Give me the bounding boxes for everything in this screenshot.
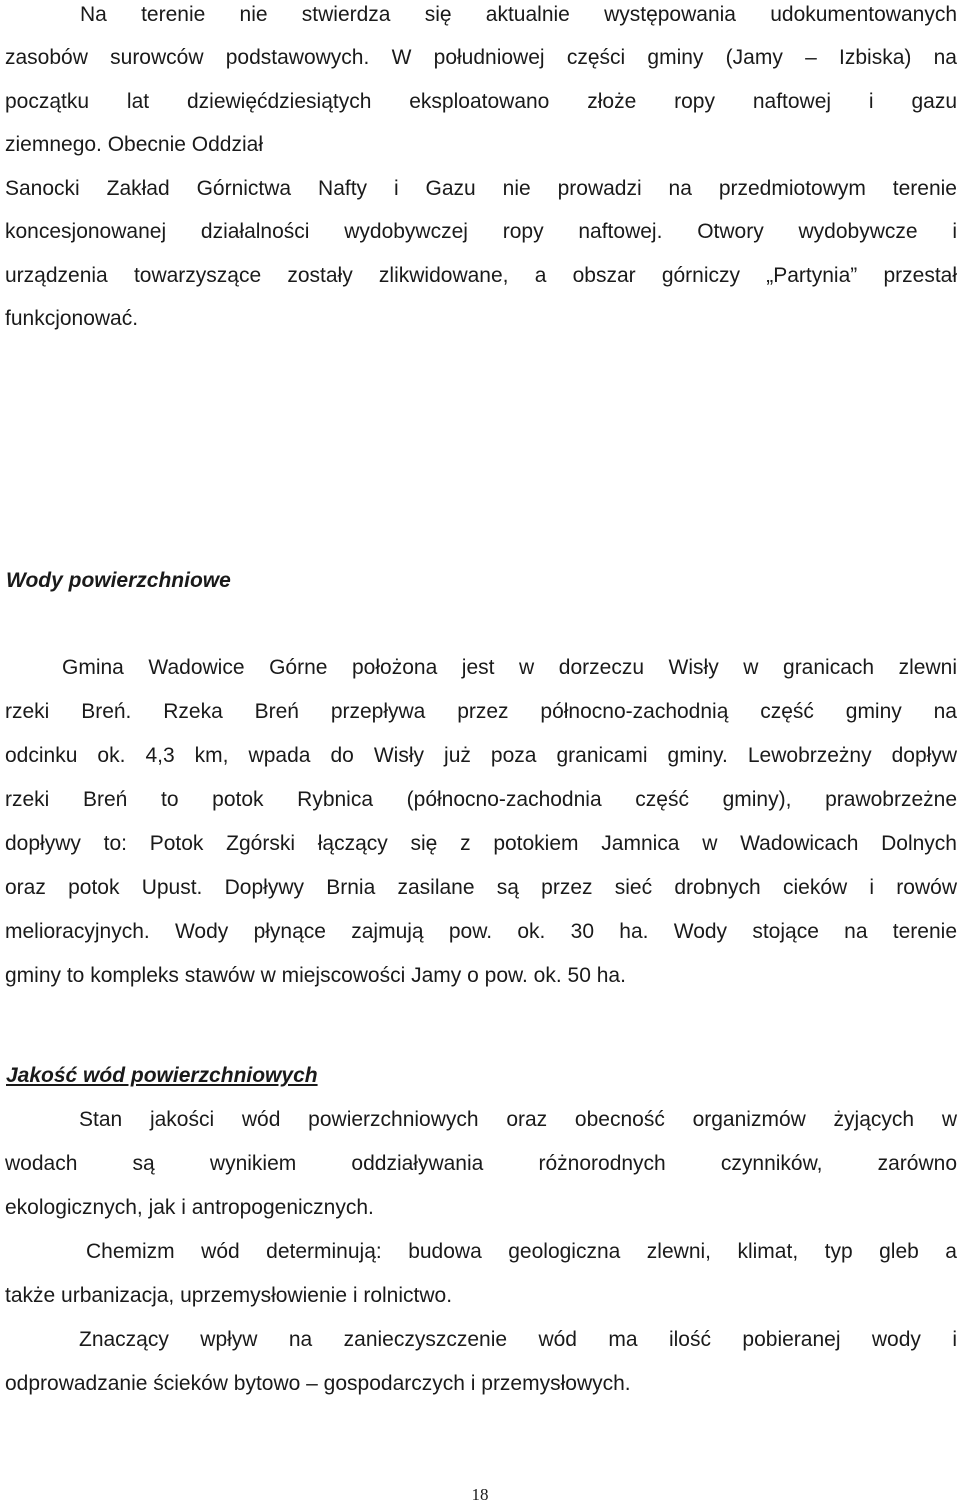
text-line: zasobów surowców podstawowych. W południowej części gminy (Jamy – Izbiska) na (5, 46, 957, 69)
text-line: początku lat dziewięćdziesiątych eksploatowano złoże ropy naftowej i gazu (5, 90, 957, 113)
text-line: Stan jakości wód powierzchniowych oraz obecność organizmów żyjących w (79, 1108, 957, 1131)
text-line: Na terenie nie stwierdza się aktualnie występowania udokumentowanych (80, 3, 957, 26)
text-line: melioracyjnych. Wody płynące zajmują pow. ok. 30 ha. Wody stojące na terenie (5, 920, 957, 943)
text-line: oraz potok Upust. Dopływy Brnia zasilane są przez sieć drobnych cieków i rowów (5, 876, 957, 899)
text-line: gminy to kompleks stawów w miejscowości Jamy o pow. ok. 50 ha. (5, 964, 626, 987)
text-line: odprowadzanie ścieków bytowo – gospodarczych i przemysłowych. (5, 1372, 631, 1395)
section-heading-water-quality: Jakość wód powierzchniowych (6, 1064, 318, 1087)
text-line: także urbanizacja, uprzemysłowienie i rolnictwo. (5, 1284, 453, 1307)
text-line: Znaczący wpływ na zanieczyszczenie wód ma ilość pobieranej wody i (79, 1328, 957, 1351)
text-line: Chemizm wód determinują: budowa geologiczna zlewni, klimat, typ gleb a (86, 1240, 957, 1263)
page-number: 18 (471, 1485, 489, 1504)
text-line: rzeki Breń to potok Rybnica (północno-zachodnia część gminy), prawobrzeżne (5, 788, 957, 811)
text-line: funkcjonować. (5, 307, 139, 330)
text-line: odcinku ok. 4,3 km, wpada do Wisły już poza granicami gminy. Lewobrzeżny dopływ (5, 744, 957, 767)
text-line: koncesjonowanej działalności wydobywczej ropy naftowej. Otwory wydobywcze i (5, 220, 957, 243)
section-heading-surface-waters: Wody powierzchniowe (6, 569, 231, 592)
text-line: wodach są wynikiem oddziaływania różnorodnych czynników, zarówno (5, 1152, 957, 1175)
text-line: rzeki Breń. Rzeka Breń przepływa przez północno-zachodnią część gminy na (5, 700, 957, 723)
text-line: ekologicznych, jak i antropogenicznych. (5, 1196, 374, 1219)
text-line: Sanocki Zakład Górnictwa Nafty i Gazu nie prowadzi na przedmiotowym terenie (5, 177, 957, 200)
text-line: Gmina Wadowice Górne położona jest w dorzeczu Wisły w granicach zlewni (62, 656, 957, 679)
text-line: dopływy to: Potok Zgórski łączący się z potokiem Jamnica w Wadowicach Dolnych (5, 832, 957, 855)
text-line: urządzenia towarzyszące zostały zlikwidowane, a obszar górniczy „Partynia” przestał (5, 264, 957, 287)
text-line: ziemnego. Obecnie Oddział (5, 133, 263, 156)
